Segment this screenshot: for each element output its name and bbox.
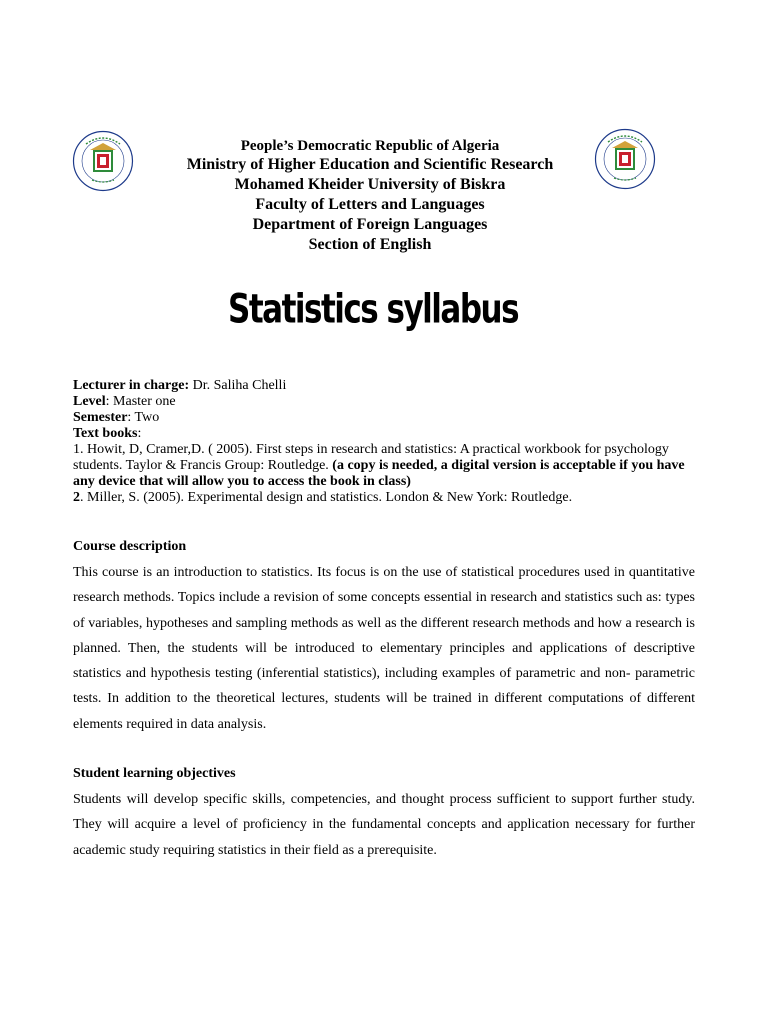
level-label: Level: [73, 394, 106, 409]
semester-value: : Two: [127, 410, 160, 425]
textbook-1-note: (a copy is needed, a digital version is acceptable if you have any device that will allow you to access the book in class): [73, 458, 685, 489]
section-name: Section of English: [308, 236, 432, 253]
objectives-text: Students will develop specific skills, competencies, and thought process sufficient to support further study. They will acquire a level of proficiency in the fundamental concepts and application necessary for further academic study requiring statistics in their field as a prerequisite.: [73, 792, 695, 858]
country-name: People’s Democratic Republic of Algeria: [240, 138, 500, 154]
lecturer-label: Lecturer in charge:: [73, 378, 190, 393]
university-emblem-icon: [594, 128, 656, 190]
textbook-2-number: 2: [73, 490, 80, 505]
objectives-heading: Student learning objectives: [73, 766, 236, 781]
semester-line: [73, 410, 698, 426]
textbooks-colon: :: [137, 426, 142, 441]
university-name: Mohamed Kheider University of Biskra: [234, 176, 506, 193]
lecturer-line: [73, 378, 698, 394]
level-value: : Master one: [105, 394, 176, 409]
department-name: Department of Foreign Languages: [252, 216, 488, 233]
institution-header: [150, 137, 590, 255]
faculty-name: Faculty of Letters and Languages: [255, 196, 485, 213]
textbook-2-citation: . Miller, S. (2005). Experimental design and statistics. London & New York: Routledge.: [80, 490, 573, 505]
textbook-2: [73, 490, 698, 506]
semester-label: Semester: [73, 410, 128, 425]
ministry-name: Ministry of Higher Education and Scientific Research: [186, 156, 554, 173]
textbook-1-citation: 1. Howit, D, Cramer,D. ( 2005). First steps in research and statistics: A practical workbook for psychology students. Taylor & Francis Group: Routledge.: [73, 442, 669, 473]
university-emblem-icon: [72, 130, 134, 192]
level-line: [73, 394, 698, 410]
course-description-text: This course is an introduction to statistics. Its focus is on the use of statistical procedures used in quantitative research methods. Topics include a revision of some concepts essential in research and statistics such as: types of variables, hypotheses and sampling methods as well as the different research methods and how a research is planned. Then, the students will be introduced to elementary principles and applications of descriptive statistics and hypothesis testing (inferential statistics), including examples of parametric and non- parametric tests. In addition to the theoretical lectures, students will be trained in different computations of different elements required in data analysis.: [73, 565, 695, 732]
lecturer-value: Dr. Saliha Chelli: [189, 378, 287, 393]
textbook-1: [73, 442, 698, 490]
textbooks-label: Text books: [73, 426, 138, 441]
page-title: Statistics syllabus: [228, 286, 519, 333]
course-description-heading: Course description: [73, 539, 187, 554]
textbooks-line: [73, 426, 698, 442]
course-info: [73, 378, 698, 506]
